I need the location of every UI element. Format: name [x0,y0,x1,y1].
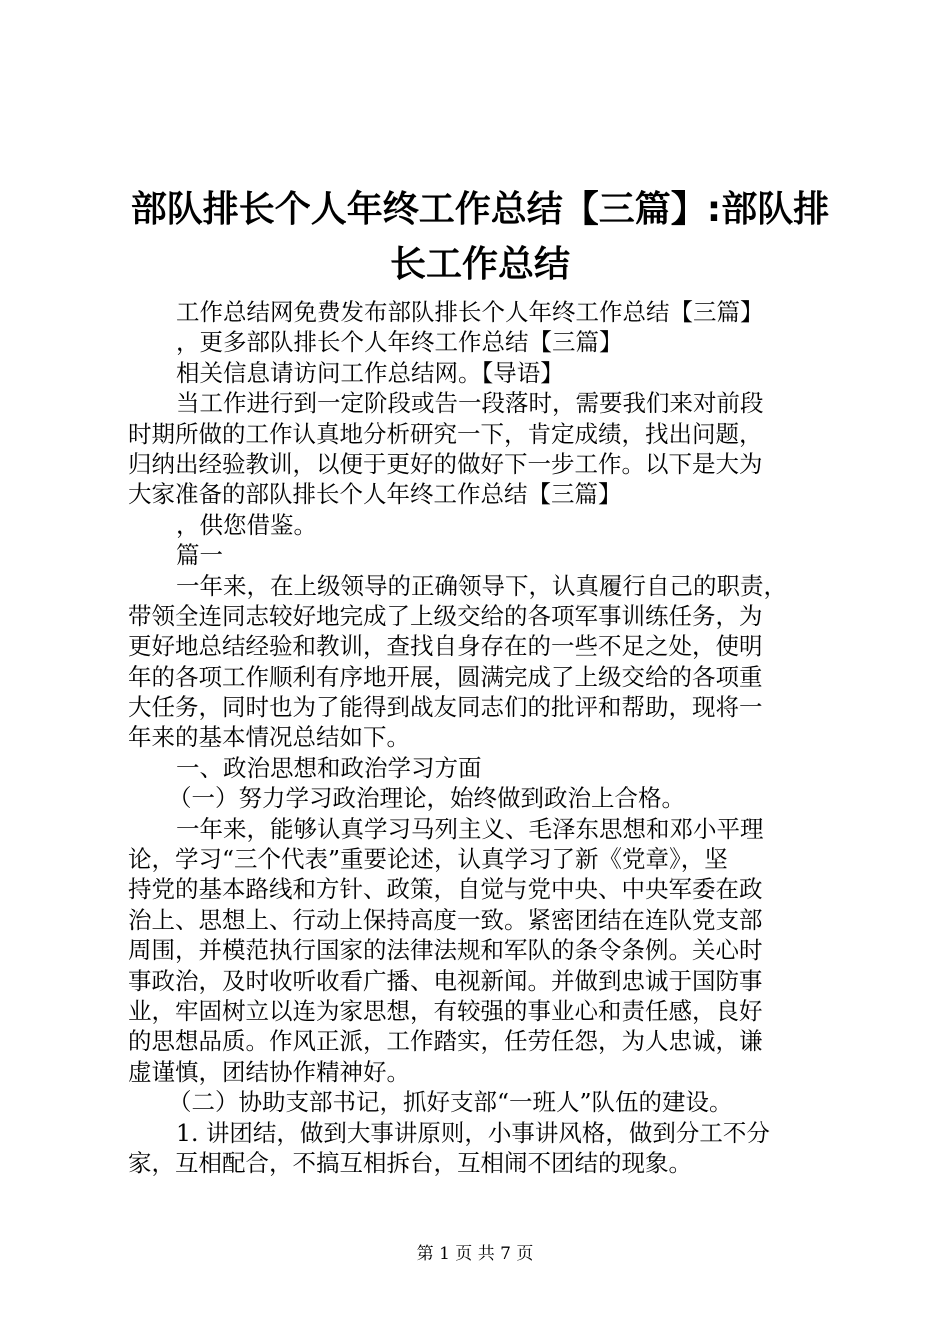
body-line: 当工作进行到一定阶段或告一段落时，需要我们来对前段 [176,389,764,418]
body-line: ，更多部队排长个人年终工作总结【三篇】 [176,328,623,357]
body-line: 一年来，能够认真学习马列主义、毛泽东思想和邓小平理 [176,814,764,843]
document-title [120,182,840,292]
title-line-2: 长工作总结 [389,244,570,285]
body-line: 业，牢固树立以连为家思想，有较强的事业心和责任感，良好 [128,996,763,1025]
subsection-heading: 一、政治思想和政治学习方面 [176,753,482,782]
title-line-1: 部队排长个人年终工作总结【三篇】:部队排 [130,189,830,230]
body-line: 论，学习“三个代表”重要论述，认真学习了新《党章》，坚 [128,845,728,874]
body-line: 年的各项工作顺利有序地开展，圆满完成了上级交给的各项重 [128,662,763,691]
body-line: 一年来，在上级领导的正确领导下，认真履行自己的职责， [176,571,787,600]
body-line: 大家准备的部队排长个人年终工作总结【三篇】 [128,480,622,509]
body-line: 工作总结网免费发布部队排长个人年终工作总结【三篇】 [176,298,764,326]
body-line: ，供您借鉴。 [176,510,317,539]
section-heading: 篇一 [176,541,223,570]
body-line: 家，互相配合，不搞互相拆台，互相闹不团结的现象。 [128,1148,692,1177]
body-line: 周围，并模范执行国家的法律法规和军队的条令条例。关心时 [128,936,763,965]
body-line: 事政治，及时收听收看广播、电视新闻。并做到忠诚于国防事 [128,966,763,995]
body-line: 治上、思想上、行动上保持高度一致。紧密团结在连队党支部 [128,905,763,934]
subsection-heading: （一）努力学习政治理论，始终做到政治上合格。 [168,784,685,813]
body-line: 持党的基本路线和方针、政策，自觉与党中央、中央军委在政 [128,875,763,904]
body-line: 虚谨慎，团结协作精神好。 [128,1057,410,1086]
body-line: 更好地总结经验和教训，查找自身存在的一些不足之处，使明 [128,632,763,661]
body-line: 带领全连同志较好地完成了上级交给的各项军事训练任务，为 [128,601,763,630]
body-line: 相关信息请访问工作总结网。【导语】 [176,358,564,387]
body-line: 归纳出经验教训，以便于更好的做好下一步工作。以下是大为 [128,449,763,478]
subsection-heading: （二）协助支部书记，抓好支部“一班人”队伍的建设。 [168,1088,733,1117]
body-line: 大任务，同时也为了能得到战友同志们的批评和帮助，现将一 [128,693,763,722]
body-line: 时期所做的工作认真地分析研究一下，肯定成绩，找出问题， [128,419,763,448]
document-body [128,297,828,1178]
page-footer: 第 1 页 共 7 页 [416,1244,534,1264]
body-line: 年来的基本情况总结如下。 [128,723,410,752]
body-line: 的思想品质。作风正派，工作踏实，任劳任怨，为人忠诚，谦 [128,1027,763,1056]
body-line: 1. 讲团结，做到大事讲原则，小事讲风格，做到分工不分 [176,1118,770,1147]
